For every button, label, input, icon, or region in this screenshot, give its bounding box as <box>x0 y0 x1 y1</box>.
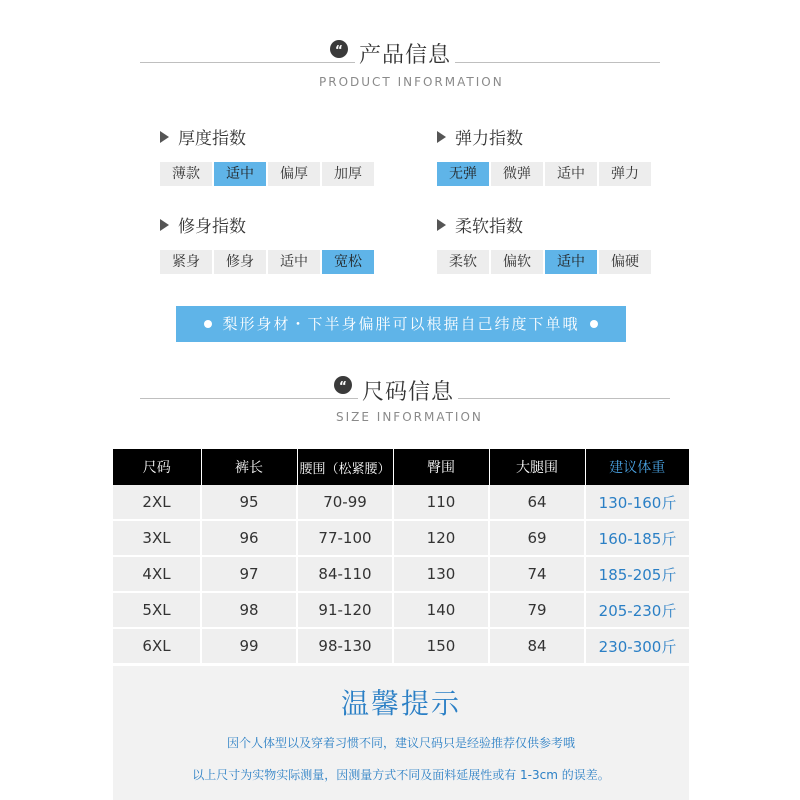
table-cell: 205-230斤 <box>585 592 689 628</box>
table-cell: 98 <box>201 592 297 628</box>
table-cell: 70-99 <box>297 485 393 520</box>
table-cell: 230-300斤 <box>585 628 689 664</box>
tips-line: 因个人体型以及穿着习惯不同，建议尺码只是经验推荐仅供参考哦 <box>226 736 575 750</box>
index-option: 偏软 <box>491 250 543 274</box>
table-cell: 130-160斤 <box>585 485 689 520</box>
index-option: 紧身 <box>160 250 212 274</box>
index-title <box>160 214 374 240</box>
triangle-icon <box>160 219 169 231</box>
index-option: 适中 <box>268 250 320 274</box>
section-title: 产品信息 <box>355 38 455 69</box>
table-row <box>113 592 689 628</box>
table-cell: 99 <box>201 628 297 664</box>
index-label: 厚度指数 <box>178 129 246 149</box>
table-cell: 3XL <box>113 520 201 556</box>
table-row <box>113 485 689 520</box>
elasticity-index <box>437 126 651 186</box>
column-header: 臀围 <box>393 449 489 485</box>
dot-icon <box>204 320 212 328</box>
triangle-icon <box>437 219 446 231</box>
index-option: 柔软 <box>437 250 489 274</box>
table-cell: 96 <box>201 520 297 556</box>
table-cell: 95 <box>201 485 297 520</box>
index-label: 修身指数 <box>178 217 246 237</box>
quote-icon: “ <box>334 376 352 394</box>
index-options <box>160 162 374 186</box>
table-cell: 130 <box>393 556 489 592</box>
table-cell: 5XL <box>113 592 201 628</box>
softness-index <box>437 214 651 274</box>
banner-text: 梨形身材・下半身偏胖可以根据自己纬度下单哦 <box>222 315 580 333</box>
index-title <box>160 126 374 152</box>
section-subtitle: SIZE INFORMATION <box>336 410 483 424</box>
table-cell: 140 <box>393 592 489 628</box>
body-shape-banner <box>176 306 626 342</box>
index-option: 偏厚 <box>268 162 320 186</box>
index-option: 弹力 <box>599 162 651 186</box>
table-cell: 160-185斤 <box>585 520 689 556</box>
index-option: 修身 <box>214 250 266 274</box>
table-cell: 120 <box>393 520 489 556</box>
table-cell: 110 <box>393 485 489 520</box>
column-header: 建议体重 <box>585 449 689 485</box>
table-cell: 79 <box>489 592 585 628</box>
index-option: 适中 <box>545 162 597 186</box>
quote-icon: “ <box>330 40 348 58</box>
index-options <box>160 250 374 274</box>
tips-line: 以上尺寸为实物实际测量，因测量方式不同及面料延展性或有 1-3cm 的误差。 <box>192 768 610 782</box>
table-cell: 6XL <box>113 628 201 664</box>
index-option: 加厚 <box>322 162 374 186</box>
index-title <box>437 214 651 240</box>
column-header: 大腿围 <box>489 449 585 485</box>
table-header-row <box>113 449 689 485</box>
table-cell: 74 <box>489 556 585 592</box>
table-cell: 69 <box>489 520 585 556</box>
index-option: 微弹 <box>491 162 543 186</box>
column-header: 腰围（松紧腰） <box>297 449 393 485</box>
index-label: 柔软指数 <box>455 217 523 237</box>
table-cell: 64 <box>489 485 585 520</box>
thickness-index <box>160 126 374 186</box>
table-cell: 84 <box>489 628 585 664</box>
index-option: 薄款 <box>160 162 212 186</box>
fit-index <box>160 214 374 274</box>
dot-icon <box>590 320 598 328</box>
table-cell: 97 <box>201 556 297 592</box>
index-option-selected: 适中 <box>545 250 597 274</box>
triangle-icon <box>437 131 446 143</box>
table-cell: 185-205斤 <box>585 556 689 592</box>
table-cell: 98-130 <box>297 628 393 664</box>
tips-title: 温馨提示 <box>340 687 461 720</box>
column-header: 尺码 <box>113 449 201 485</box>
table-cell: 77-100 <box>297 520 393 556</box>
table-cell: 84-110 <box>297 556 393 592</box>
index-option-selected: 无弹 <box>437 162 489 186</box>
index-option: 偏硬 <box>599 250 651 274</box>
index-option-selected: 适中 <box>214 162 266 186</box>
table-cell: 91-120 <box>297 592 393 628</box>
section-subtitle: PRODUCT INFORMATION <box>319 75 504 89</box>
column-header: 裤长 <box>201 449 297 485</box>
index-options <box>437 250 651 274</box>
triangle-icon <box>160 131 169 143</box>
tips-panel <box>113 666 689 800</box>
size-table <box>113 449 689 665</box>
section-title: 尺码信息 <box>358 375 458 406</box>
table-cell: 150 <box>393 628 489 664</box>
index-options <box>437 162 651 186</box>
table-cell: 4XL <box>113 556 201 592</box>
index-label: 弹力指数 <box>455 129 523 149</box>
table-row <box>113 556 689 592</box>
index-title <box>437 126 651 152</box>
index-option-selected: 宽松 <box>322 250 374 274</box>
table-row <box>113 628 689 664</box>
table-row <box>113 520 689 556</box>
table-cell: 2XL <box>113 485 201 520</box>
